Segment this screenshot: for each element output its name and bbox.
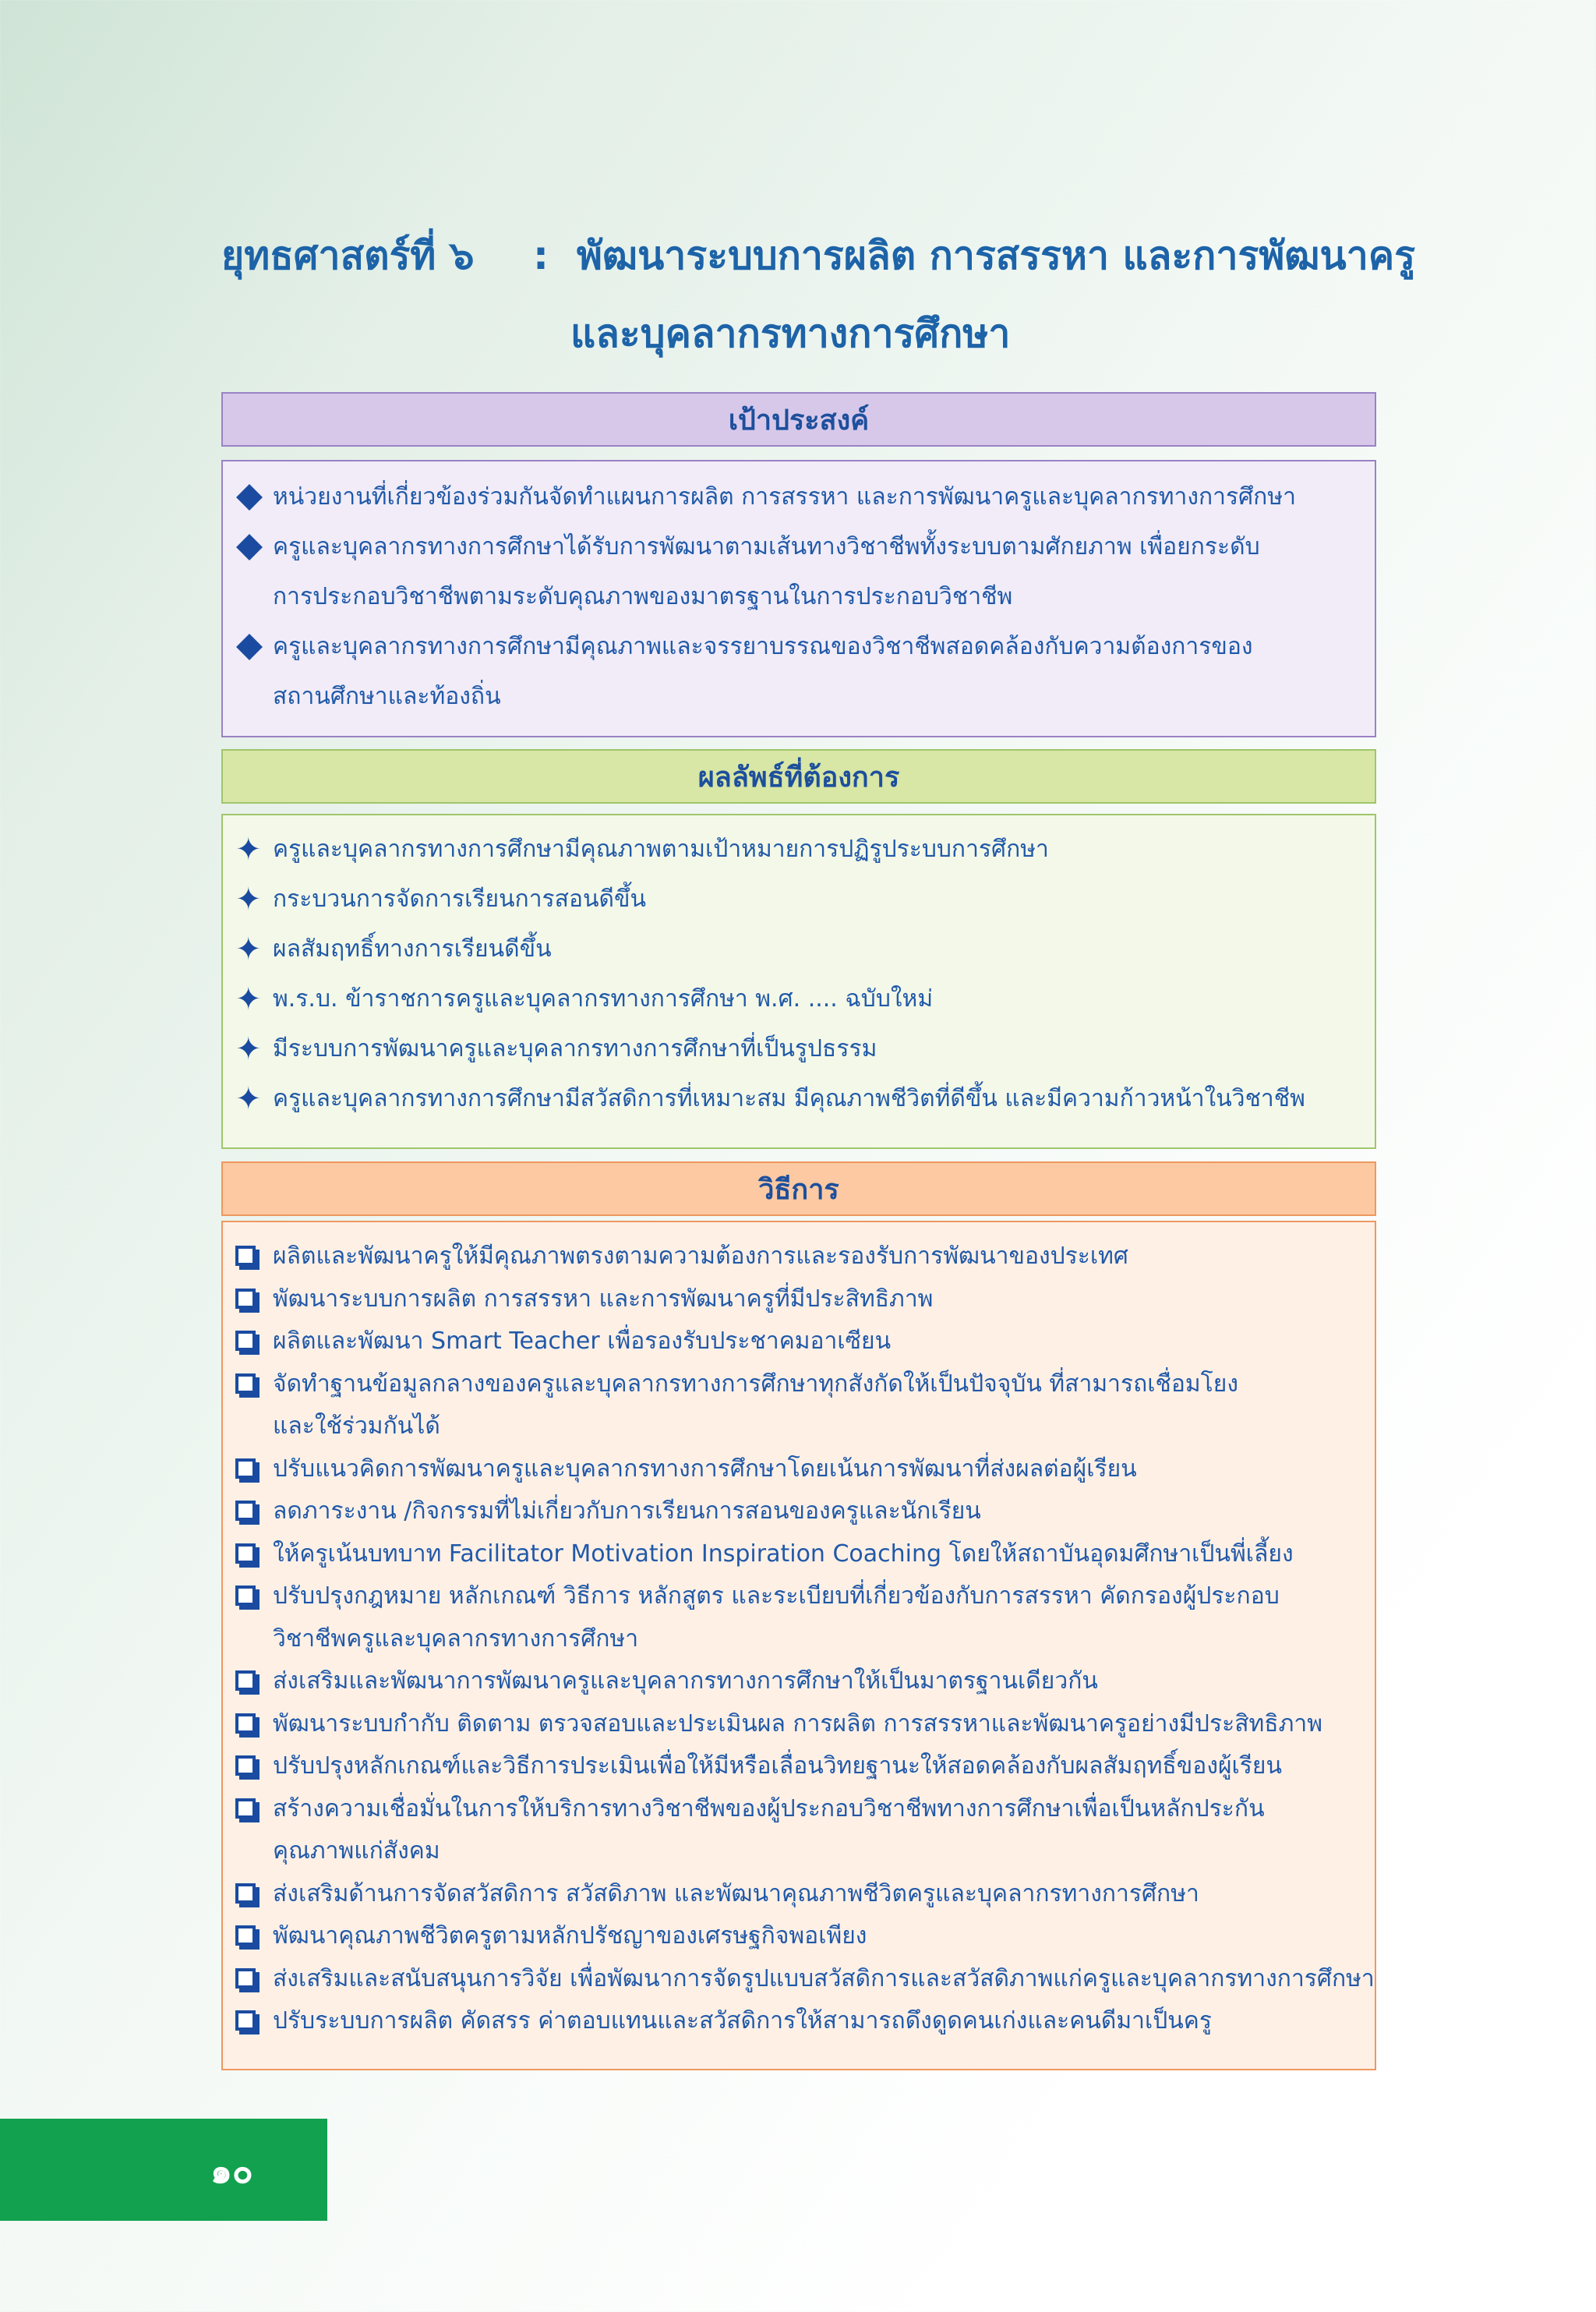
results-heading-text: ผลลัพธ์ที่ต้องการ — [697, 761, 900, 794]
checkbox-bullet-icon — [235, 1452, 256, 1479]
checkbox-bullet-icon — [235, 1324, 256, 1351]
list-item-text: ปรับปรุงกฎหมาย หลักเกณฑ์ วิธีการ หลักสูตร และระเบียบที่เกี่ยวข้องกับการสรรหา คัดกรองผู้ประกอบ — [273, 1582, 1280, 1610]
methods-heading — [221, 1161, 1376, 1216]
list-item-text: พ.ร.บ. ข้าราชการครูและบุคลากรทางการศึกษา พ.ศ. .... ฉบับใหม่ — [273, 985, 934, 1013]
list-item — [223, 625, 1375, 725]
diamond-bullet-icon — [235, 480, 263, 514]
list-item-text: การประกอบวิชาชีพตามระดับคุณภาพของมาตรฐานในการประกอบวิชาชีพ — [273, 583, 1013, 610]
list-item-text: จัดทำฐานข้อมูลกลางของครูและบุคลากรทางการศึกษาทุกสังกัดให้เป็นปัจจุบัน ที่สามารถเชื่อมโยง — [273, 1370, 1238, 1398]
list-item — [223, 1660, 1375, 1702]
list-item-text: และใช้ร่วมกันได้ — [273, 1412, 440, 1440]
list-item — [223, 928, 1375, 977]
checkbox-bullet-icon — [235, 1367, 256, 1394]
diamond-bullet-icon — [235, 530, 263, 564]
list-item — [223, 1999, 1375, 2042]
methods-heading-text: วิธีการ — [758, 1173, 839, 1206]
list-item-text: กระบวนการจัดการเรียนการสอนดีขึ้น — [273, 886, 647, 913]
list-item — [223, 1957, 1375, 2000]
checkbox-bullet-icon — [235, 1962, 256, 1989]
star-bullet-icon: ✦ — [235, 932, 262, 967]
star-bullet-icon: ✦ — [235, 882, 262, 917]
list-item-text: คุณภาพแก่สังคม — [273, 1837, 440, 1865]
list-item — [223, 1532, 1375, 1575]
checkbox-bullet-icon — [235, 1792, 256, 1819]
purpose-heading-text: เป้าประสงค์ — [728, 404, 870, 437]
list-item — [223, 1448, 1375, 1490]
list-item — [223, 1235, 1375, 1278]
checkbox-bullet-icon — [235, 1579, 256, 1606]
list-item-text: ครูและบุคลากรทางการศึกษามีคุณภาพตามเป้าหมายการปฏิรูประบบการศึกษา — [273, 836, 1049, 863]
list-item — [223, 1702, 1375, 1745]
list-item — [223, 828, 1375, 878]
list-item — [223, 1575, 1375, 1660]
page-number: ๑๐ — [210, 2151, 253, 2191]
list-item — [223, 1027, 1375, 1077]
list-item — [223, 1787, 1375, 1872]
purpose-box — [221, 460, 1376, 737]
checkbox-bullet-icon — [235, 1707, 256, 1734]
list-item-text: ครูและบุคลากรทางการศึกษามีสวัสดิการที่เหมาะสม มีคุณภาพชีวิตที่ดีขึ้น และมีความก้าวหน้าในวิชาชีพ — [273, 1085, 1305, 1112]
list-item — [223, 1278, 1375, 1320]
list-item-text: ผลิตและพัฒนา Smart Teacher เพื่อรองรับประชาคมอาเซียน — [273, 1327, 892, 1355]
list-item-text: หน่วยงานที่เกี่ยวข้องร่วมกันจัดทำแผนการผลิต การสรรหา และการพัฒนาครูและบุคลากรทางการศึกษา — [273, 483, 1296, 511]
results-heading — [221, 749, 1376, 804]
list-item-text: ปรับระบบการผลิต คัดสรร ค่าตอบแทนและสวัสดิการให้สามารถดึงดูดคนเก่งและคนดีมาเป็นครู — [273, 2007, 1212, 2034]
diamond-bullet-icon — [235, 630, 263, 664]
purpose-heading — [221, 392, 1376, 447]
strategy-title-line2: และบุคลากรทางการศึกษา — [570, 311, 1011, 356]
checkbox-bullet-icon — [235, 1494, 256, 1521]
list-item-text: ส่งเสริมด้านการจัดสวัสดิการ สวัสดิภาพ และพัฒนาคุณภาพชีวิตครูและบุคลากรทางการศึกษา — [273, 1879, 1199, 1907]
list-item — [223, 525, 1375, 625]
checkbox-bullet-icon — [235, 1537, 256, 1564]
list-item — [223, 1320, 1375, 1363]
checkbox-bullet-icon — [235, 1282, 256, 1309]
list-item-text: มีระบบการพัฒนาครูและบุคลากรทางการศึกษาที่เป็นรูปธรรม — [273, 1035, 877, 1062]
list-item-text: วิชาชีพครูและบุคลากรทางการศึกษา — [273, 1624, 639, 1653]
list-item-text: ปรับปรุงหลักเกณฑ์และวิธีการประเมินเพื่อให้มีหรือเลื่อนวิทยฐานะให้สอดคล้องกับผลสัมฤทธิ์ของผู้เรียน — [273, 1752, 1282, 1780]
star-bullet-icon: ✦ — [235, 1081, 262, 1117]
strategy-title-text: พัฒนาระบบการผลิต การสรรหา และการพัฒนาครู — [577, 233, 1416, 278]
list-item — [223, 1914, 1375, 1957]
star-bullet-icon: ✦ — [235, 832, 262, 868]
list-item-text: ผลสัมฤทธิ์ทางการเรียนดีขึ้น — [273, 935, 552, 963]
methods-box — [221, 1221, 1376, 2070]
strategy-title-line1 — [221, 232, 1416, 279]
list-item-text: ส่งเสริมและพัฒนาการพัฒนาครูและบุคลากรทางการศึกษาให้เป็นมาตรฐานเดียวกัน — [273, 1667, 1098, 1695]
list-item-text: สร้างความเชื่อมั่นในการให้บริการทางวิชาชีพของผู้ประกอบวิชาชีพทางการศึกษาเพื่อเป็นหลักประกัน — [273, 1794, 1265, 1822]
list-item — [223, 977, 1375, 1027]
strategy-number: ยุทธศาสตร์ที่ ๖ — [221, 233, 475, 278]
list-item — [223, 878, 1375, 928]
list-item-text: ลดภาระงาน /กิจกรรมที่ไม่เกี่ยวกับการเรียนการสอนของครูและนักเรียน — [273, 1497, 981, 1525]
list-item — [223, 1745, 1375, 1787]
list-item — [223, 1872, 1375, 1915]
list-item-text: สถานศึกษาและท้องถิ่น — [273, 683, 501, 710]
title-colon: : — [533, 233, 549, 278]
list-item-text: พัฒนาคุณภาพชีวิตครูตามหลักปรัชญาของเศรษฐกิจพอเพียง — [273, 1922, 867, 1950]
checkbox-bullet-icon — [235, 1749, 256, 1776]
checkbox-bullet-icon — [235, 1239, 256, 1266]
list-item-text: ผลิตและพัฒนาครูให้มีคุณภาพตรงตามความต้องการและรองรับการพัฒนาของประเทศ — [273, 1243, 1128, 1270]
list-item-text: พัฒนาระบบการผลิต การสรรหา และการพัฒนาครูที่มีประสิทธิภาพ — [273, 1285, 934, 1313]
star-bullet-icon: ✦ — [235, 981, 262, 1017]
checkbox-bullet-icon — [235, 1664, 256, 1691]
list-item-text: ส่งเสริมและสนับสนุนการวิจัย เพื่อพัฒนาการจัดรูปแบบสวัสดิการและสวัสดิภาพแก่ครูและบุคลากรทางการศึกษา — [273, 1964, 1375, 1992]
list-item-text: ครูและบุคลากรทางการศึกษาได้รับการพัฒนาตามเส้นทางวิชาชีพทั้งระบบตามศักยภาพ เพื่อยกระดับ — [273, 533, 1260, 560]
list-item-text: ให้ครูเน้นบทบาท Facilitator Motivation Inspiration Coaching โดยให้สถาบันอุดมศึกษาเป็นพี่เลี้ยง — [273, 1540, 1294, 1568]
list-item — [223, 1077, 1375, 1127]
checkbox-bullet-icon — [235, 1919, 256, 1946]
list-item-text: ครูและบุคลากรทางการศึกษามีคุณภาพและจรรยาบรรณของวิชาชีพสอดคล้องกับความต้องการของ — [273, 633, 1253, 660]
list-item — [223, 475, 1375, 525]
list-item — [223, 1363, 1375, 1448]
list-item — [223, 1490, 1375, 1532]
checkbox-bullet-icon — [235, 1877, 256, 1904]
results-box — [221, 814, 1376, 1149]
list-item-text: ปรับแนวคิดการพัฒนาครูและบุคลากรทางการศึกษาโดยเน้นการพัฒนาที่ส่งผลต่อผู้เรียน — [273, 1455, 1137, 1483]
page-number-bar — [0, 2119, 327, 2221]
checkbox-bullet-icon — [235, 2004, 256, 2031]
star-bullet-icon: ✦ — [235, 1031, 262, 1067]
list-item-text: พัฒนาระบบกำกับ ติดตาม ตรวจสอบและประเมินผล การผลิต การสรรหาและพัฒนาครูอย่างมีประสิทธิภาพ — [273, 1709, 1322, 1738]
